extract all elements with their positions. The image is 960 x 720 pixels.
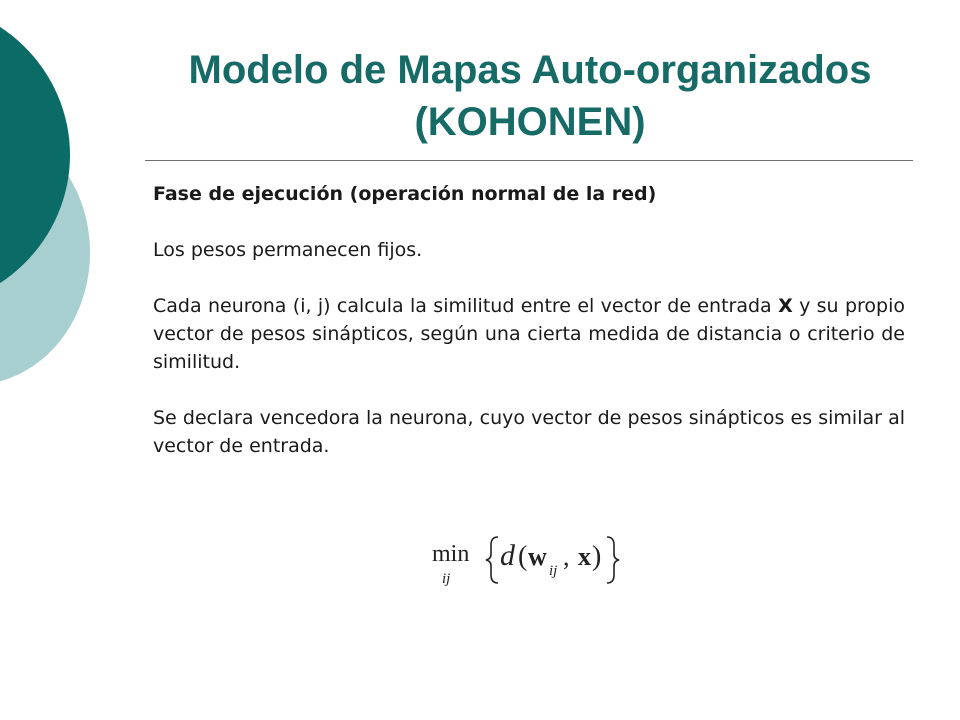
paragraph-fixed-weights: Los pesos permanecen fijos. [153, 239, 423, 261]
formula-left-brace-icon [486, 537, 498, 583]
formula-close-paren: ) [592, 541, 602, 572]
formula-w: w [528, 542, 547, 571]
slide-body [153, 180, 905, 488]
input-vector-symbol: X [778, 295, 793, 317]
formula-open-paren: ( [518, 541, 528, 572]
formula-graphic [430, 525, 645, 595]
formula-right-brace-icon [607, 537, 619, 583]
formula-comma: , [563, 542, 570, 571]
title-divider [145, 160, 913, 161]
formula-min: min [432, 541, 470, 567]
formula-x: x [578, 542, 591, 571]
min-distance-formula [430, 525, 645, 595]
slide-title-line1: Modelo de Mapas Auto-organizados [188, 48, 872, 92]
formula-min-subscript: ij [442, 571, 451, 587]
formula-d: d [500, 539, 515, 572]
slide-title-line2: (KOHONEN) [414, 100, 646, 144]
paragraph-similarity-part2: y su propio vector de pesos sinápticos, según una cierta medida de distancia o criterio de similitud. [153, 295, 905, 373]
paragraph-similarity [153, 292, 905, 376]
slide-title [145, 44, 915, 148]
section-heading: Fase de ejecución (operación normal de la red) [153, 183, 657, 205]
formula-w-subscript: ij [549, 563, 558, 579]
paragraph-similarity-part1: Cada neurona (i, j) calcula la similitud entre el vector de entrada [153, 295, 779, 317]
paragraph-winner: Se declara vencedora la neurona, cuyo vector de pesos sinápticos es similar al vector de entrada. [153, 407, 905, 457]
